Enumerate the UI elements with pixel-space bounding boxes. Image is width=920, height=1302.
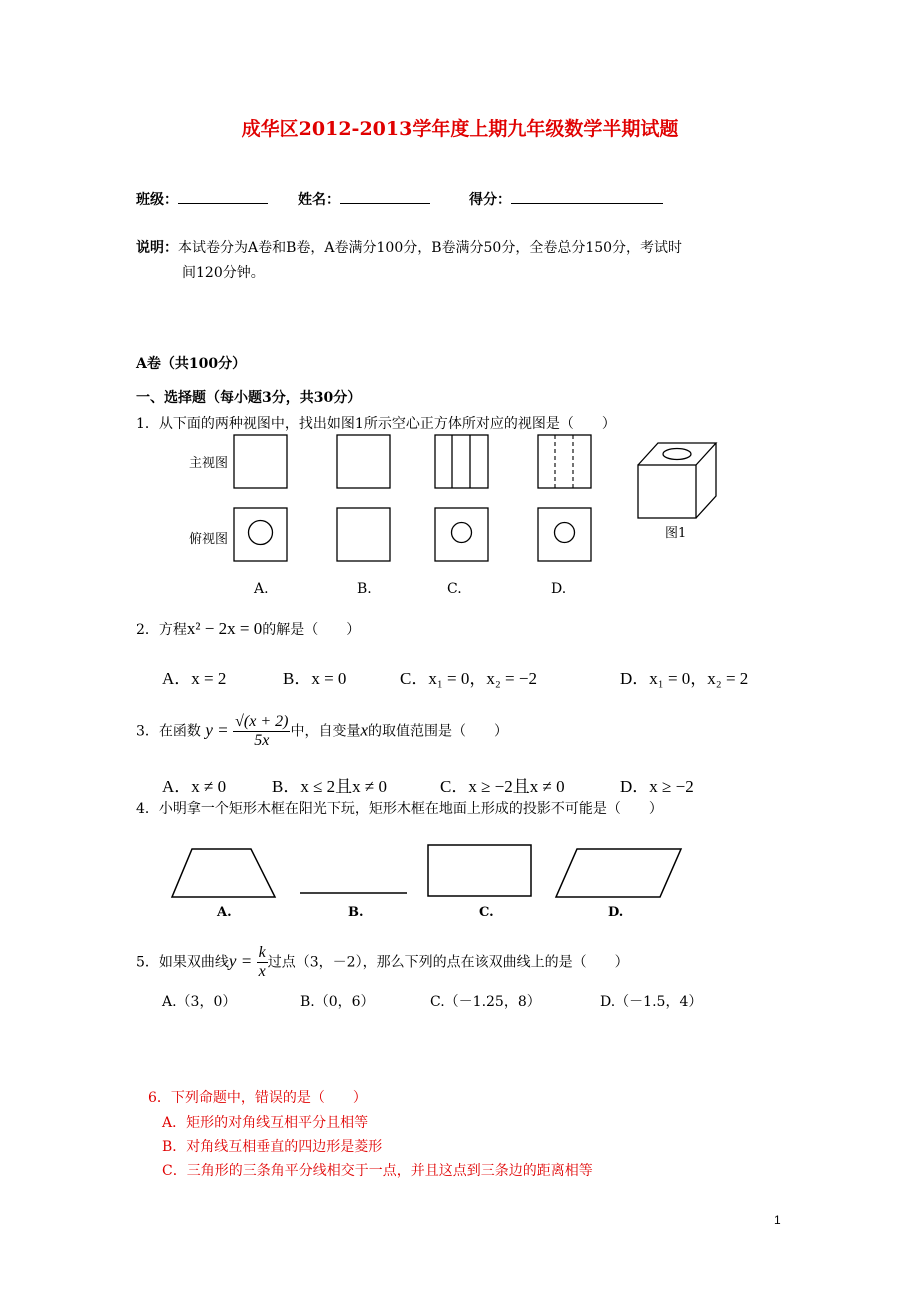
class-label: 班级： bbox=[136, 192, 178, 208]
q5-y: y = bbox=[228, 951, 253, 971]
q5-numerator: k bbox=[258, 944, 266, 961]
name-label: 姓名： bbox=[298, 192, 340, 208]
q4-a-trapezoid bbox=[172, 849, 275, 897]
q5-fraction bbox=[257, 944, 268, 981]
note-line1: 本试卷分为A卷和B卷，A卷满分100分，B卷满分50分，全卷总分150分，考试时 bbox=[178, 240, 683, 256]
q5-option-a[interactable]: A.（3，0） bbox=[162, 994, 237, 1010]
q4-c-rectangle bbox=[428, 845, 531, 896]
q3-stem-suffix: 的取值范围是（ ） bbox=[368, 723, 508, 740]
q5-stem bbox=[136, 944, 629, 981]
q6-option-c[interactable]: C．三角形的三条角平分线相交于一点，并且这点到三条边的距离相等 bbox=[162, 1163, 593, 1179]
q1-option-a[interactable]: A. bbox=[254, 581, 269, 597]
part1-heading: 一、选择题（每小题3分，共30分） bbox=[136, 390, 362, 406]
q2-option-c[interactable]: C．x₁ = 0，x₂ = −2 bbox=[400, 669, 537, 688]
q2-stem-suffix: 的解是（ ） bbox=[262, 622, 361, 638]
page-title: 成华区2012-2013学年度上期九年级数学半期试题 bbox=[241, 118, 679, 140]
q5-denominator: x bbox=[258, 963, 266, 980]
q1-front-view-label: 主视图 bbox=[189, 456, 229, 471]
q1-top-view-label: 俯视图 bbox=[189, 532, 229, 547]
q3-option-a[interactable]: A．x ≠ 0 bbox=[162, 777, 227, 796]
q6-stem: 6．下列命题中，错误的是（ ） bbox=[148, 1090, 367, 1106]
q6-option-b[interactable]: B．对角线互相垂直的四边形是菱形 bbox=[162, 1139, 383, 1155]
q5-option-c[interactable]: C.（－1.25，8） bbox=[430, 994, 541, 1010]
section-a-heading: A卷（共100分） bbox=[136, 356, 247, 372]
note-label: 说明： bbox=[136, 240, 178, 256]
q2-option-b[interactable]: B．x = 0 bbox=[283, 669, 347, 688]
q3-option-b[interactable]: B．x ≤ 2且x ≠ 0 bbox=[272, 777, 387, 796]
q2-equation: x² − 2x = 0 bbox=[186, 619, 263, 638]
q4-option-c[interactable]: C. bbox=[479, 905, 494, 920]
page-number: 1 bbox=[774, 1213, 781, 1227]
q2-stem-prefix: 2．方程 bbox=[136, 622, 187, 638]
q5-stem-prefix: 5．如果双曲线 bbox=[136, 954, 229, 971]
q3-denominator: 5x bbox=[254, 732, 270, 749]
q4-option-b[interactable]: B. bbox=[348, 905, 364, 920]
q3-option-d[interactable]: D．x ≥ −2 bbox=[620, 777, 694, 796]
q3-option-c[interactable]: C．x ≥ −2且x ≠ 0 bbox=[440, 777, 565, 796]
q3-stem-mid: 中，自变量 bbox=[290, 723, 361, 740]
q5-option-d[interactable]: D.（－1.5，4） bbox=[600, 994, 703, 1010]
q5-stem-suffix: 过点（3，－2），那么下列的点在该双曲线上的是（ ） bbox=[267, 954, 629, 971]
q3-y: y = bbox=[205, 720, 229, 740]
q5-option-b[interactable]: B.（0，6） bbox=[300, 994, 375, 1010]
q1-figure-label: 图1 bbox=[665, 526, 687, 541]
q1-option-c[interactable]: C. bbox=[447, 581, 462, 597]
q2-option-d[interactable]: D．x₁ = 0，x₂ = 2 bbox=[620, 669, 749, 688]
q4-stem: 4．小明拿一个矩形木框在阳光下玩，矩形木框在地面上形成的投影不可能是（ ） bbox=[136, 801, 663, 817]
q1-option-b[interactable]: B. bbox=[357, 581, 372, 597]
q4-d-parallelogram bbox=[556, 849, 681, 897]
q3-stem-prefix: 3．在函数 bbox=[136, 723, 201, 740]
q6-option-a[interactable]: A．矩形的对角线互相平分且相等 bbox=[162, 1115, 369, 1131]
q1-stem: 1．从下面的两种视图中，找出如图1所示空心正方体所对应的视图是（ ） bbox=[136, 416, 616, 432]
q4-option-a[interactable]: A. bbox=[217, 905, 232, 920]
q3-var: x bbox=[360, 720, 368, 740]
q3-numerator: √(x + 2) bbox=[235, 713, 289, 730]
q2-option-a[interactable]: A．x = 2 bbox=[162, 669, 227, 688]
q1-option-d[interactable]: D. bbox=[551, 581, 567, 597]
score-label: 得分： bbox=[469, 192, 511, 208]
q4-option-d[interactable]: D. bbox=[608, 905, 624, 920]
note-line2: 间120分钟。 bbox=[182, 265, 265, 281]
